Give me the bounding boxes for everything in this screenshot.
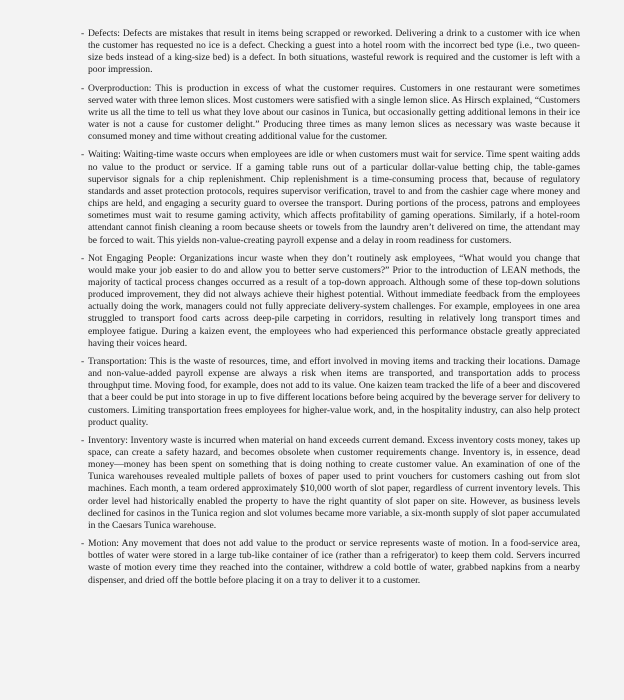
list-item-not-engaging-people [88, 253, 580, 350]
list-item-text: Inventory: Inventory waste is incurred when material on hand exceeds current demand. Excess inventory costs money, takes up space, can create a safety hazard, and becomes obsolete when customer requirements change. Inventory is, in essence, dead money—money has been spent on something that is doing nothing to create customer value. An examination of one of the Tunica warehouses revealed multiple pallets of boxes of paper used to print vouchers for customers cashing out from slot machines. Each month, a team ordered approximately $10,000 worth of slot paper, regardless of current inventory levels. This order level had historically enabled the property to have the right quantity of slot paper on site. However, as business levels declined for casinos in the Tunica region and slot volumes became more variable, a six-month supply of slot paper accumulated in the Caesars Tunica warehouse. [88, 434, 580, 531]
list-item-defects [88, 28, 580, 77]
list-item-text: Motion: Any movement that does not add value to the product or service represents waste of motion. In a food-service area, bottles of water were stored in a large tub-like container of ice (rather than a refrigerator) to keep them cold. Servers incurred waste of motion every time they reached into the container, withdrew a cold bottle of water, grabbed napkins from a nearby dispenser, and dried off the bottle before placing it on a tray to deliver it to a customer. [88, 538, 580, 586]
list-item-text: Defects: Defects are mistakes that result in items being scrapped or reworked. Delivering a drink to a customer with ice when the customer has requested no ice is a defect. Checking a guest into a hotel room with the incorrect bed type (i.e., two queen-size beds instead of a king-size bed) is a defect. In both situations, wasteful rework is required and the customer is left with a poor impression. [88, 28, 580, 76]
list-item-text: Overproduction: This is production in excess of what the customer requires. Customers in one restaurant were sometimes served water with three lemon slices. Most customers were satisfied with a single lemon slice. As Hirsch explained, “Customers write us all the time to tell us what they love about our casinos in Tunica, but occasionally getting additional lemons in their ice water is not a cause for customer delight.” Producing three times as many lemon slices as necessary was waste because it consumed money and time without creating additional value for the customer. [88, 82, 580, 143]
list-item-overproduction [88, 83, 580, 144]
list-item-transportation [88, 356, 580, 429]
waste-type-list [88, 28, 580, 587]
list-item-waiting [88, 149, 580, 246]
list-item-text: Transportation: This is the waste of resources, time, and effort involved in moving items and tracking their locations. Damage and non-value-added payroll expense are always a risk when items are transported, and transportation adds to process throughput time. Moving food, for example, does not add to its value. One kaizen team tracked the life of a beer and discovered that a beer could be put into storage in up to five different locations before being acquired by the beverage server for delivery to customers. Limiting transportation frees employees for higher-value work, and, in the hospitality industry, can also help protect product quality. [88, 355, 580, 428]
list-item-motion [88, 538, 580, 587]
list-item-text: Not Engaging People: Organizations incur waste when they don’t routinely ask employees, “What would you change that would make your job easier to do and allow you to better serve customers?” Prior to the introduction of LEAN methods, the majority of tactical process changes occurred as a result of a top-down approach. Although some of these top-down solutions produced improvement, they did not always achieve their highest potential. Without immediate feedback from the employees actually doing the work, managers could not fully appreciate delivery-system challenges. For example, employees in one area struggled to transport food carts across deep-pile carpeting in corridors, resulting in relatively long transport times and employee fatigue. During a kaizen event, the employees who had experienced this performance obstacle greatly appreciated having their voices heard. [88, 252, 580, 349]
list-item-text: Waiting: Waiting-time waste occurs when employees are idle or when customers must wait for service. Time spent waiting adds no value to the product or service. If a gaming table runs out of a particular dollar-value betting chip, the table-games supervisor signals for a chip replenishment. Chip replenishment is a time-consuming process that, because of regulatory standards and asset protection protocols, requires supervisor verification, travel to and from the cashier cage where money and chips are held, and engaging a security guard to oversee the transport. During portions of the process, patrons and employees sometimes must wait to resume gaming activity, which affects profitability of gaming operations. Similarly, if a hotel-room attendant cannot finish cleaning a room because sheets or towels from the laundry aren’t delivered on time, the attendant may be forced to wait. This yields non-value-creating payroll expense and a delay in room readiness for customers. [88, 149, 580, 246]
list-item-inventory [88, 435, 580, 532]
